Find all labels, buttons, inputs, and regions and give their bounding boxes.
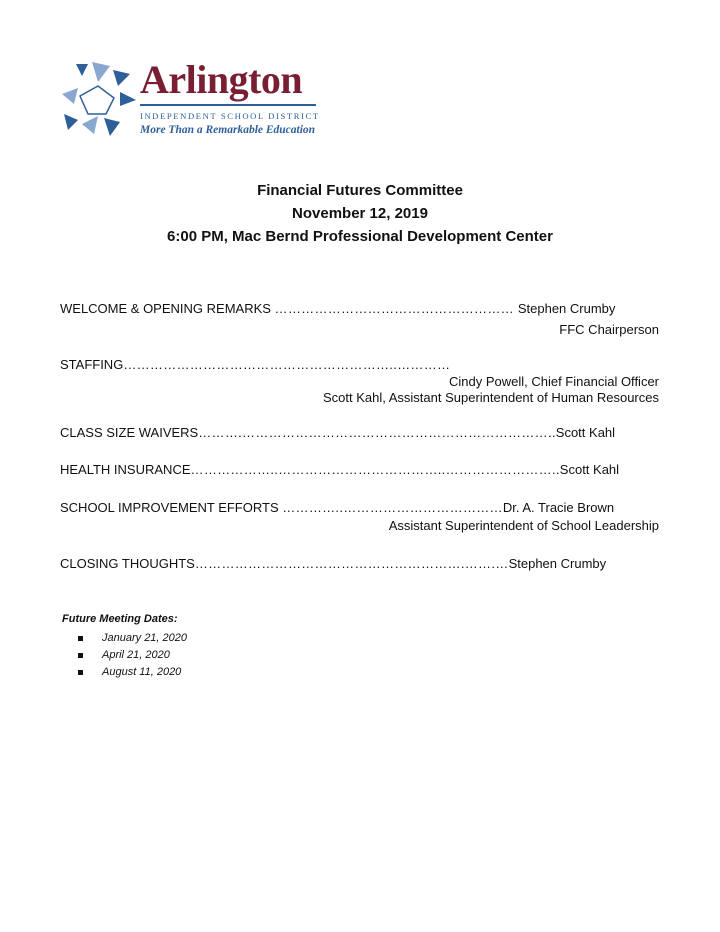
- future-date: April 21, 2020: [102, 649, 170, 661]
- agenda-label: WELCOME & OPENING REMARKS: [60, 301, 275, 316]
- future-dates-title: Future Meeting Dates:: [62, 613, 178, 625]
- agenda-label: CLOSING THOUGHTS: [60, 556, 195, 571]
- agenda-presenter: Stephen Crumby: [508, 556, 607, 571]
- future-date: August 11, 2020: [102, 666, 182, 678]
- meeting-date: November 12, 2019: [292, 205, 428, 222]
- meeting-location: 6:00 PM, Mac Bernd Professional Development Center: [167, 228, 553, 245]
- leader-dots: ………………..………………………………..……………………..: [190, 462, 560, 477]
- committee-title: Financial Futures Committee: [257, 182, 463, 199]
- agenda-presenter: Stephen Crumby: [517, 301, 616, 316]
- agenda-label: STAFFING: [60, 357, 124, 372]
- agenda-item-class-size: [60, 425, 660, 441]
- list-item: [78, 664, 187, 681]
- bullet-icon: [78, 636, 83, 641]
- agenda-item-health: [60, 462, 660, 478]
- agenda-label: HEALTH INSURANCE: [60, 462, 191, 477]
- logo-district: INDEPENDENT SCHOOL DISTRICT: [140, 111, 320, 121]
- leader-dots: ……………………………………………………..…………: [123, 357, 451, 372]
- leader-dots: ………………………………………………: [274, 301, 518, 316]
- agenda-presenter: Dr. A. Tracie Brown: [502, 500, 615, 515]
- agenda-item-school-improvement: [60, 500, 660, 516]
- agenda-item-closing: [60, 556, 660, 572]
- agenda-presenter: Cindy Powell, Chief Financial Officer: [448, 374, 659, 389]
- agenda-presenter-role: FFC Chairperson: [559, 322, 659, 337]
- leader-dots: …………..………………………………: [282, 500, 503, 515]
- agenda-presenter: Scott Kahl, Assistant Superintendent of Human Resources: [322, 390, 659, 405]
- agenda-presenter-role: Assistant Superintendent of School Leadership: [388, 518, 659, 533]
- agenda-presenter: Scott Kahl: [555, 425, 616, 440]
- logo-divider: [140, 104, 316, 106]
- logo-name: Arlington: [140, 57, 303, 102]
- leader-dots: …………………………………………………….…….…: [194, 556, 509, 571]
- agenda-item-staffing: [60, 357, 660, 373]
- agenda-label: CLASS SIZE WAIVERS: [60, 425, 199, 440]
- agenda-presenter: Scott Kahl: [559, 462, 620, 477]
- list-item: [78, 647, 187, 664]
- agenda-label: SCHOOL IMPROVEMENT EFFORTS: [60, 500, 283, 515]
- leader-dots: ……….……………………………………………………………..: [198, 425, 556, 440]
- agenda-item-welcome: [60, 301, 660, 317]
- district-logo: [58, 57, 328, 140]
- list-item: [78, 630, 187, 647]
- bullet-icon: [78, 653, 83, 658]
- future-dates-list: [78, 630, 187, 681]
- logo-tagline: More Than a Remarkable Education: [140, 124, 316, 136]
- future-date: January 21, 2020: [102, 632, 188, 644]
- star-emblem-icon: [58, 60, 138, 140]
- bullet-icon: [78, 670, 83, 675]
